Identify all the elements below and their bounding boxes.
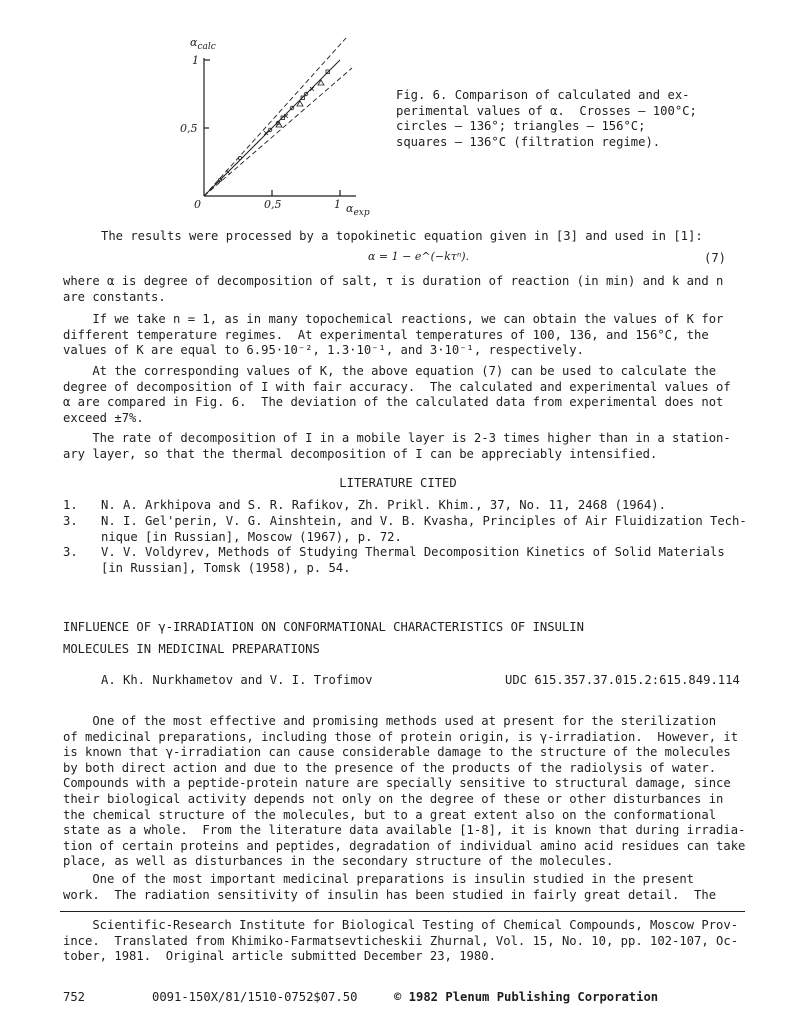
paragraph-k-values: If we take n = 1, as in many topochemical reactions, we can obtain the values of K for different temperature regimes. At experimental temperatures of 100, 136, and 156°C, the values of K are equal to 6.95·10⁻², 1.3·10⁻¹, and 3·10⁻¹, respectively. [63, 312, 724, 358]
figure-caption: Fig. 6. Comparison of calculated and ex- perimental values of α. Crosses — 100°C; circles — 136°; triangles — 156°C; squares — 136°C (filtration regime). [396, 88, 697, 149]
equation-7: α = 1 − e^(−kτⁿ). [368, 250, 470, 263]
figure-6 [180, 30, 370, 220]
equation-number: (7) [704, 251, 727, 265]
reference-number: 3. [63, 514, 78, 528]
article-udc: UDC 615.357.37.015.2:615.849.114 [505, 673, 740, 687]
article-authors: A. Kh. Nurkhametov and V. I. Trofimov [101, 673, 373, 687]
reference-text: N. I. Gel'perin, V. G. Ainshtein, and V. B. Kvasha, Principles of Air Fluidization Tech- nique [in Russian], Moscow (1967), p. 72. [101, 514, 747, 544]
paragraph-intro: The results were processed by a topokinetic equation given in [3] and used in [1]: [101, 229, 703, 243]
figure-6-plot [180, 30, 370, 220]
y-tick-label-05: 0,5 [180, 122, 198, 135]
y-axis-label: $\alpha_{calc}$ [190, 36, 216, 53]
article-paragraph-1: One of the most effective and promising methods used at present for the sterilization of medicinal preparations, including those of protein origin, is γ-irradiation. However, it is known that γ-irradiation can cause considerable damage to the structure of the molecules by both direct action and due to the presence of the products of the radiolysis of water. Compounds with a peptide-protein nature are specially sensitive to structural damage, since their biological activity depends not only on the degree of these or other disturbances in the chemical structure of the molecules, but to a great extent also on the conformational state as a whole. From the literature data available [1-8], it is known that during irradia- tion of certain proteins and peptides, degradation of individual amino acid residues can take place, as well as disturbances in the secondary structure of the molecules. [63, 714, 746, 869]
reference-text: N. A. Arkhipova and S. R. Rafikov, Zh. Prikl. Khim., 37, No. 11, 2468 (1964). [101, 498, 666, 512]
paragraph-definitions: where α is degree of decomposition of salt, τ is duration of reaction (in min) and k and n are constants. [63, 274, 724, 304]
x-axis-label: $\alpha_{exp}$ [346, 202, 370, 219]
footnote: Scientific-Research Institute for Biological Testing of Chemical Compounds, Moscow Prov- ince. Translated from Khimiko-Farmatsevticheskii Zhurnal, Vol. 15, No. 10, pp. 102-107, Oc- tober, 1981. Original article submitted December 23, 1980. [63, 918, 739, 964]
copyright-notice: © 1982 Plenum Publishing Corporation [394, 990, 659, 1004]
main-fit-line [204, 60, 340, 196]
x-tick-label-05: 0,5 [264, 198, 282, 211]
article-title: INFLUENCE OF γ-IRRADIATION ON CONFORMATIONAL CHARACTERISTICS OF INSULIN MOLECULES IN MEDICINAL PREPARATIONS [63, 620, 584, 656]
publication-code: 0091-150X/81/1510-0752$07.50 [152, 990, 358, 1004]
origin-label: 0 [194, 198, 201, 211]
upper-bound-line [204, 38, 346, 196]
article-paragraph-2: One of the most important medicinal preparations is insulin studied in the present work. The radiation sensitivity of insulin has been studied in fairly great detail. The [63, 872, 717, 902]
reference-number: 1. [63, 498, 78, 512]
reference-text: V. V. Voldyrev, Methods of Studying Thermal Decomposition Kinetics of Solid Materials [in Russian], Tomsk (1958), p. 54. [101, 545, 725, 575]
paragraph-accuracy: At the corresponding values of K, the above equation (7) can be used to calculate the degree of decomposition of I with fair accuracy. The calculated and experimental values of α are compared in Fig. 6. The deviation of the calculated data from experimental does not exceed ±7%. [63, 364, 731, 425]
y-tick-label-1: 1 [192, 54, 199, 67]
cross-point [226, 170, 230, 174]
page-number: 752 [63, 990, 86, 1004]
x-tick-label-1: 1 [334, 198, 341, 211]
reference-number: 3. [63, 545, 78, 559]
paragraph-rate: The rate of decomposition of I in a mobile layer is 2-3 times higher than in a station- ary layer, so that the thermal decomposition of I can be appreciably intensified. [63, 431, 731, 461]
lower-bound-line [204, 68, 352, 196]
footnote-rule [60, 911, 745, 912]
circle-point [238, 156, 241, 159]
literature-heading: LITERATURE CITED [339, 476, 457, 490]
